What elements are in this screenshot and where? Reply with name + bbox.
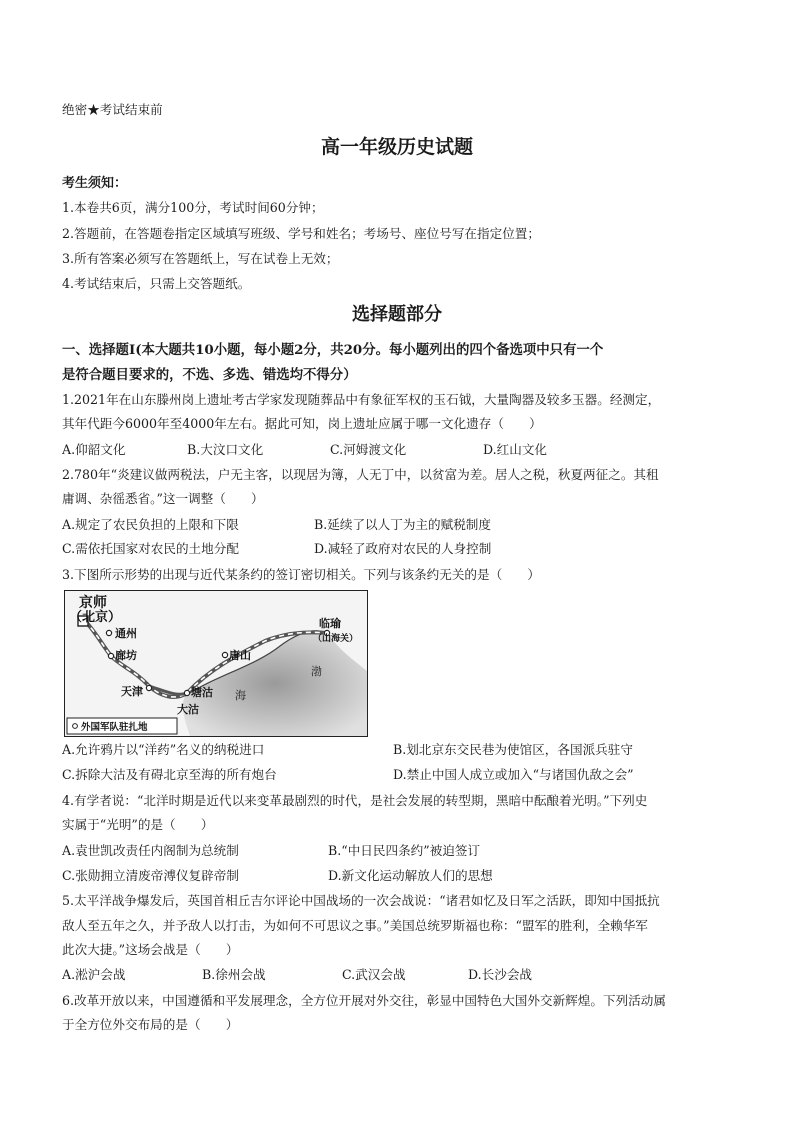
label-shanhaiguan: （山海关） [313, 634, 359, 644]
station-tongzhou [106, 630, 111, 635]
question-1-option-b[interactable]: B.大汶口文化 [187, 442, 264, 457]
label-tanggu: 塘沽 [191, 686, 213, 699]
label-capital: 京师 [79, 595, 107, 611]
legend-marker-icon [73, 724, 78, 729]
question-6-text: 于全方位外交布局的是（ ） [62, 1017, 239, 1032]
question-1-option-a[interactable]: A.仰韶文化 [62, 442, 126, 457]
section-title: 选择题部分 [352, 304, 442, 325]
legend-label: 外国军队驻扎地 [81, 722, 148, 733]
question-2-option-a[interactable]: A.规定了农民负担的上限和下限 [62, 517, 239, 532]
label-tongzhou: 通州 [115, 627, 137, 640]
label-linyu: 临瑜 [319, 617, 341, 630]
label-tangshan: 唐山 [229, 649, 251, 662]
label-tianjin: 天津 [121, 685, 143, 698]
notice-item: 1.本卷共6页，满分100分，考试时间60分钟； [62, 200, 324, 215]
question-3-option-b[interactable]: B.划北京东交民巷为使馆区，各国派兵驻守 [393, 742, 633, 757]
notice-item: 3.所有答案必须写在答题纸上，写在试卷上无效； [62, 251, 339, 266]
question-5-option-b[interactable]: B.徐州会战 [202, 967, 266, 982]
label-bo: 渤 [311, 665, 322, 678]
notice-item: 4.考试结束后，只需上交答题纸。 [62, 276, 251, 291]
notice-heading: 考生须知： [62, 176, 128, 191]
question-5-option-c[interactable]: C.武汉会战 [342, 967, 406, 982]
question-3-text: 3.下图所示形势的出现与近代某条约的签订密切相关。下列与该条约无关的是（ ） [62, 567, 540, 582]
question-4-option-c[interactable]: C.张勋拥立清废帝溥仪复辟帝制 [62, 868, 239, 883]
question-4-option-b[interactable]: B.“中日民四条约”被迫签订 [328, 843, 481, 858]
section-instruction: 是符合题目要求的，不选、多选、错选均不得分） [62, 367, 357, 383]
question-1-option-c[interactable]: C.河姆渡文化 [330, 442, 407, 457]
question-5-option-a[interactable]: A.淞沪会战 [62, 967, 126, 982]
page-title: 高一年级历史试题 [320, 136, 473, 158]
question-2-text: 庸调、杂徭悉省。”这一调整（ ） [62, 491, 264, 506]
question-2-option-b[interactable]: B.延续了以人丁为主的赋税制度 [314, 517, 491, 532]
question-2-text: 2.780年“炎建议做两税法，户无主客，以现居为簿，人无丁中，以贫富为差。居人之税，秋夏两征之。其租 [62, 467, 659, 482]
question-5-option-d[interactable]: D.长沙会战 [468, 967, 533, 982]
question-4-option-a[interactable]: A.袁世凯改责任内阁制为总统制 [62, 843, 239, 858]
label-dagu: 大沽 [177, 703, 199, 716]
question-5-text: 5.太平洋战争爆发后，英国首相丘吉尔评论中国战场的一次会战说：“诸君如忆及日军之活跃，即知中国抵抗 [62, 893, 660, 908]
notice-item: 2.答题前，在答题卷指定区域填写班级、学号和姓名；考场号、座位号写在指定位置； [62, 226, 540, 241]
question-2-option-c[interactable]: C.需依托国家对农民的土地分配 [62, 541, 239, 556]
question-6-text: 6.改革开放以来，中国遵循和平发展理念，全方位开展对外交往，彰显中国特色大国外交新辉煌。下列活动属 [62, 993, 666, 1008]
question-1-text: 其年代距今6000年至4000年左右。据此可知，岗上遗址应属于哪一文化遗存（ ） [62, 416, 542, 431]
question-3-option-c[interactable]: C.拆除大沽及有碍北京至海的所有炮台 [62, 767, 277, 782]
confidential-label: 绝密★考试结束前 [62, 102, 163, 117]
station-tanggu [184, 690, 189, 695]
label-langfang: 廊坊 [115, 649, 137, 662]
section-instruction: 一、选择题Ⅰ(本大题共10小题，每小题2分，共20分。每小题列出的四个备选项中只有一个 [62, 342, 604, 358]
label-capital-alt: （北京） [69, 610, 122, 625]
question-1-text: 1.2021年在山东滕州岗上遗址考古学家发现随葬品中有象征军权的玉石钺，大量陶器及较多玉器。经测定， [62, 392, 661, 407]
station-tangshan [222, 652, 227, 657]
label-hai: 海 [235, 689, 246, 702]
question-2-option-d[interactable]: D.减轻了政府对农民的人身控制 [314, 541, 492, 556]
question-4-option-d[interactable]: D.新文化运动解放人们的思想 [328, 868, 493, 883]
question-4-text: 4.有学者说：“北洋时期是近代以来变革最剧烈的时代，是社会发展的转型期，黑暗中酝酿着光明。”下列史 [62, 793, 648, 808]
question-3-option-d[interactable]: D.禁止中国人成立或加入“与诸国仇敌之会” [393, 767, 634, 782]
question-4-text: 实属于“光明”的是（ ） [62, 817, 214, 832]
station-tianjin [146, 685, 151, 690]
question-5-text: 敌人至五年之久，并予敌人以打击，为如何不可思议之事。”美国总统罗斯福也称：“盟军的胜利，全赖华军 [62, 918, 648, 933]
map-svg [65, 591, 367, 736]
station-langfang [108, 653, 113, 658]
question-3-option-a[interactable]: A.允许鸦片以“洋药”名义的纳税进口 [62, 742, 265, 757]
question-1-option-d[interactable]: D.红山文化 [483, 442, 548, 457]
foreign-troops-map [64, 590, 368, 737]
question-5-text: 此次大捷。”这场会战是（ ） [62, 942, 239, 957]
